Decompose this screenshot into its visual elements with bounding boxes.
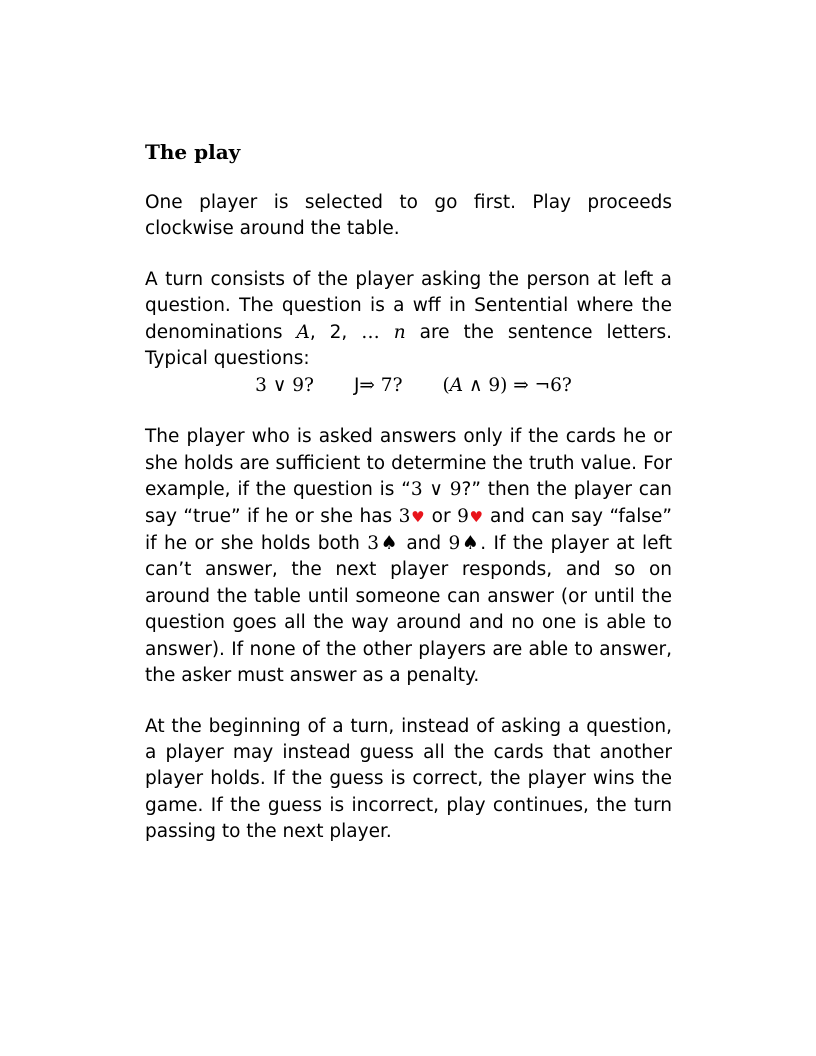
question-math-open: ( — [442, 375, 450, 397]
example-question-2 — [354, 372, 403, 400]
question-math: ⇒ 7 — [359, 375, 393, 397]
card-value: 9 — [457, 505, 469, 527]
math-letter-n: n — [393, 321, 406, 343]
heart-suit-icon: ♥ — [410, 507, 426, 526]
math-letter-a: A — [296, 321, 310, 343]
paragraph-guess: At the beginning of a turn, instead of asking a question, a player may instead guess all the cards that another player holds. If the guess is correct, the player wins the game. If the guess is incorrect, play continues, the turn passing to the next player. — [145, 715, 672, 843]
text-run: . If the player at left can’t answer, the next player responds, and so on around the table until someone can answer (or until the question goes all the way around and no one is able to answer). If none of the other players are able to answer, the asker must answer as a penalty. — [145, 533, 672, 687]
text-run: are the sentence letters. Typical questions: — [145, 321, 672, 370]
text-run: and — [398, 533, 449, 555]
question-math: 3 ∨ 9 — [255, 375, 305, 397]
question-mark: ? — [392, 375, 403, 397]
paragraph-first-player: One player is selected to go first. Play proceeds clockwise around the table. — [145, 192, 672, 240]
math-ellipsis: … — [361, 321, 380, 343]
card-value: 3 — [398, 505, 411, 527]
text-run: A turn consists of the player asking the person at left a question. The question is a wff in Sentential where the denominations — [145, 268, 672, 343]
question-mark: ? — [561, 375, 572, 397]
text-run: or — [425, 505, 458, 527]
paragraph-answering — [145, 424, 672, 689]
text-run: and can say “false” if he or she holds both — [145, 505, 672, 555]
question-math: ∧ 9) ⇒ ¬6 — [463, 375, 562, 397]
card-value: 3 — [367, 533, 379, 555]
document-page — [145, 138, 672, 846]
paragraph-turn — [145, 267, 672, 373]
example-questions — [145, 372, 672, 400]
spade-suit-icon: ♠ — [378, 532, 399, 555]
question-mark: ? — [304, 375, 314, 397]
card-value: 9 — [448, 533, 461, 555]
example-question-3 — [442, 372, 571, 400]
section-heading: The play — [145, 140, 241, 164]
spade-suit-icon: ♠ — [460, 532, 481, 555]
text-run — [380, 322, 394, 343]
example-question-1 — [255, 372, 314, 400]
text-run: , 2, — [309, 321, 362, 343]
question-math-letter-a: A — [449, 375, 464, 397]
text-run: ?” then the player can say “true” if he or she has — [145, 479, 673, 527]
question-jack: J — [353, 375, 360, 397]
inline-math: 3 ∨ 9 — [410, 479, 462, 501]
heart-suit-icon: ♥ — [468, 507, 484, 526]
text-run: The player who is asked answers only if the cards he or she holds are sufficient to determine the truth value. For example, if the question is “ — [145, 426, 672, 501]
